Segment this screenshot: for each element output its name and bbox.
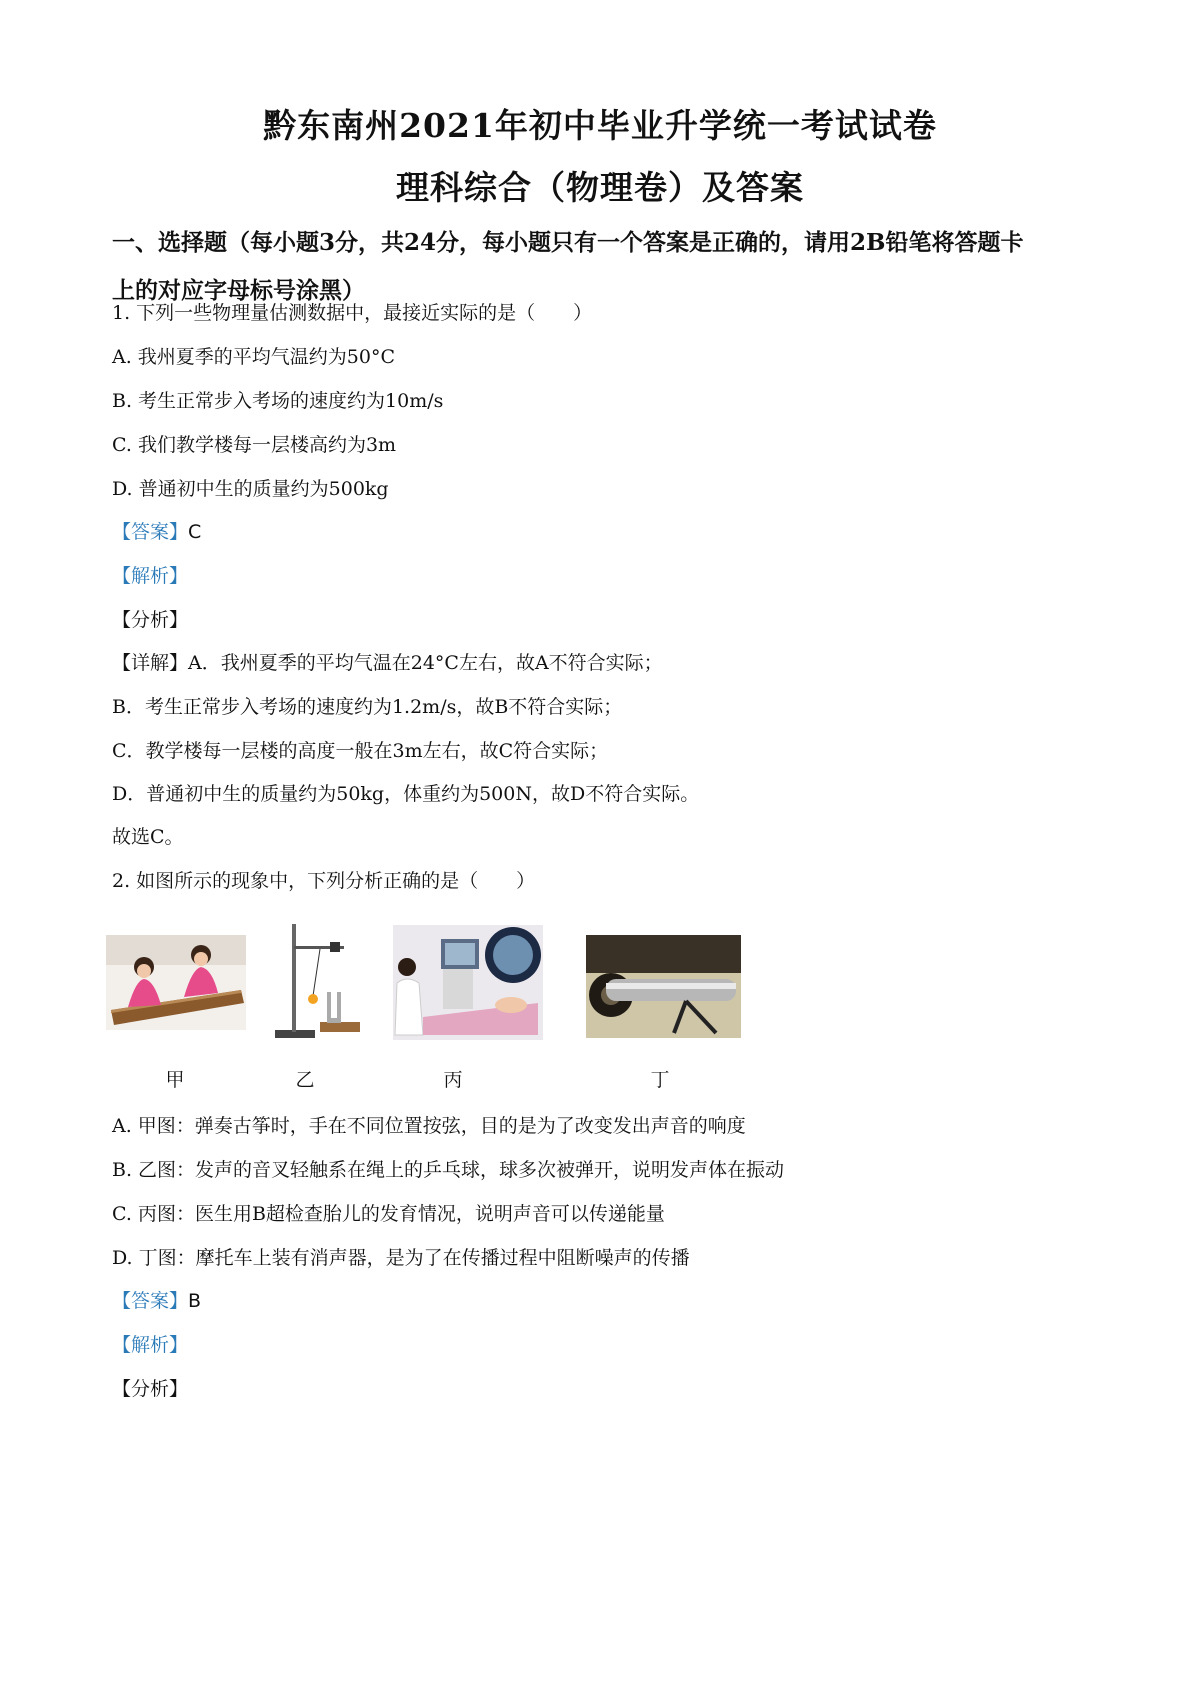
fenxi-tag: 【分析】 (112, 609, 189, 631)
q1-detail-b: B．考生正常步入考场的速度约为1.2m/s，故B不符合实际； (112, 696, 623, 718)
muffler-photo (586, 935, 741, 1038)
q1-detail-d: D．普通初中生的质量约为50kg，体重约为500N，故D不符合实际。 (112, 783, 700, 805)
q1-detail-c: C．教学楼每一层楼的高度一般在3m左右，故C符合实际； (112, 740, 609, 762)
figure-caption-bing: 丙 (443, 1069, 463, 1091)
ultrasound-photo (393, 925, 543, 1040)
exam-title: 黔东南州2021年初中毕业升学统一考试试卷 (263, 106, 937, 145)
q2-option-c: C. 丙图：医生用B超检查胎儿的发育情况，说明声音可以传递能量 (112, 1203, 665, 1225)
figure-caption-jia: 甲 (165, 1069, 185, 1091)
q1-answer-row (112, 517, 201, 544)
q1-option-a: A. 我州夏季的平均气温约为50°C (112, 346, 396, 368)
q2-option-a: A. 甲图：弹奏古筝时，手在不同位置按弦，目的是为了改变发出声音的响度 (112, 1115, 746, 1137)
fenxi-tag: 【分析】 (112, 1378, 189, 1400)
analysis-tag: 【解析】 (112, 565, 189, 587)
q1-conclusion: 故选C。 (112, 826, 184, 848)
q2-stem: 2. 如图所示的现象中，下列分析正确的是（ ） (112, 870, 536, 892)
answer-tag: 【答案】 (112, 521, 189, 543)
q1-stem: 1. 下列一些物理量估测数据中，最接近实际的是（ ） (112, 302, 593, 324)
q2-option-d: D. 丁图：摩托车上装有消声器，是为了在传播过程中阻断噪声的传播 (112, 1247, 690, 1269)
q2-option-b: B. 乙图：发声的音叉轻触系在绳上的乒乓球，球多次被弹开，说明发声体在振动 (112, 1159, 785, 1181)
tuning-fork-photo (275, 922, 365, 1040)
q2-answer-row (112, 1286, 201, 1313)
q1-detail-a (112, 648, 663, 675)
figure-caption-ding: 丁 (650, 1069, 670, 1091)
answer-value: B (188, 1290, 202, 1312)
answer-value: C (188, 521, 202, 543)
figure-caption-yi: 乙 (295, 1069, 315, 1091)
guzheng-photo (106, 935, 246, 1030)
q1-option-d: D. 普通初中生的质量约为500kg (112, 478, 389, 500)
detail-line: A．我州夏季的平均气温在24°C左右，故A不符合实际； (188, 652, 663, 674)
analysis-tag: 【解析】 (112, 1334, 189, 1356)
q1-option-c: C. 我们教学楼每一层楼高约为3m (112, 434, 397, 456)
detail-tag: 【详解】 (112, 652, 189, 674)
q1-option-b: B. 考生正常步入考场的速度约为10m/s (112, 390, 444, 412)
exam-subtitle: 理科综合（物理卷）及答案 (396, 168, 804, 207)
section-heading: 一、选择题（每小题3分，共24分，每小题只有一个答案是正确的，请用2B铅笔将答题卡 (112, 229, 1024, 256)
answer-tag: 【答案】 (112, 1290, 189, 1312)
section-heading-cont: 上的对应字母标号涂黑） (112, 277, 365, 304)
